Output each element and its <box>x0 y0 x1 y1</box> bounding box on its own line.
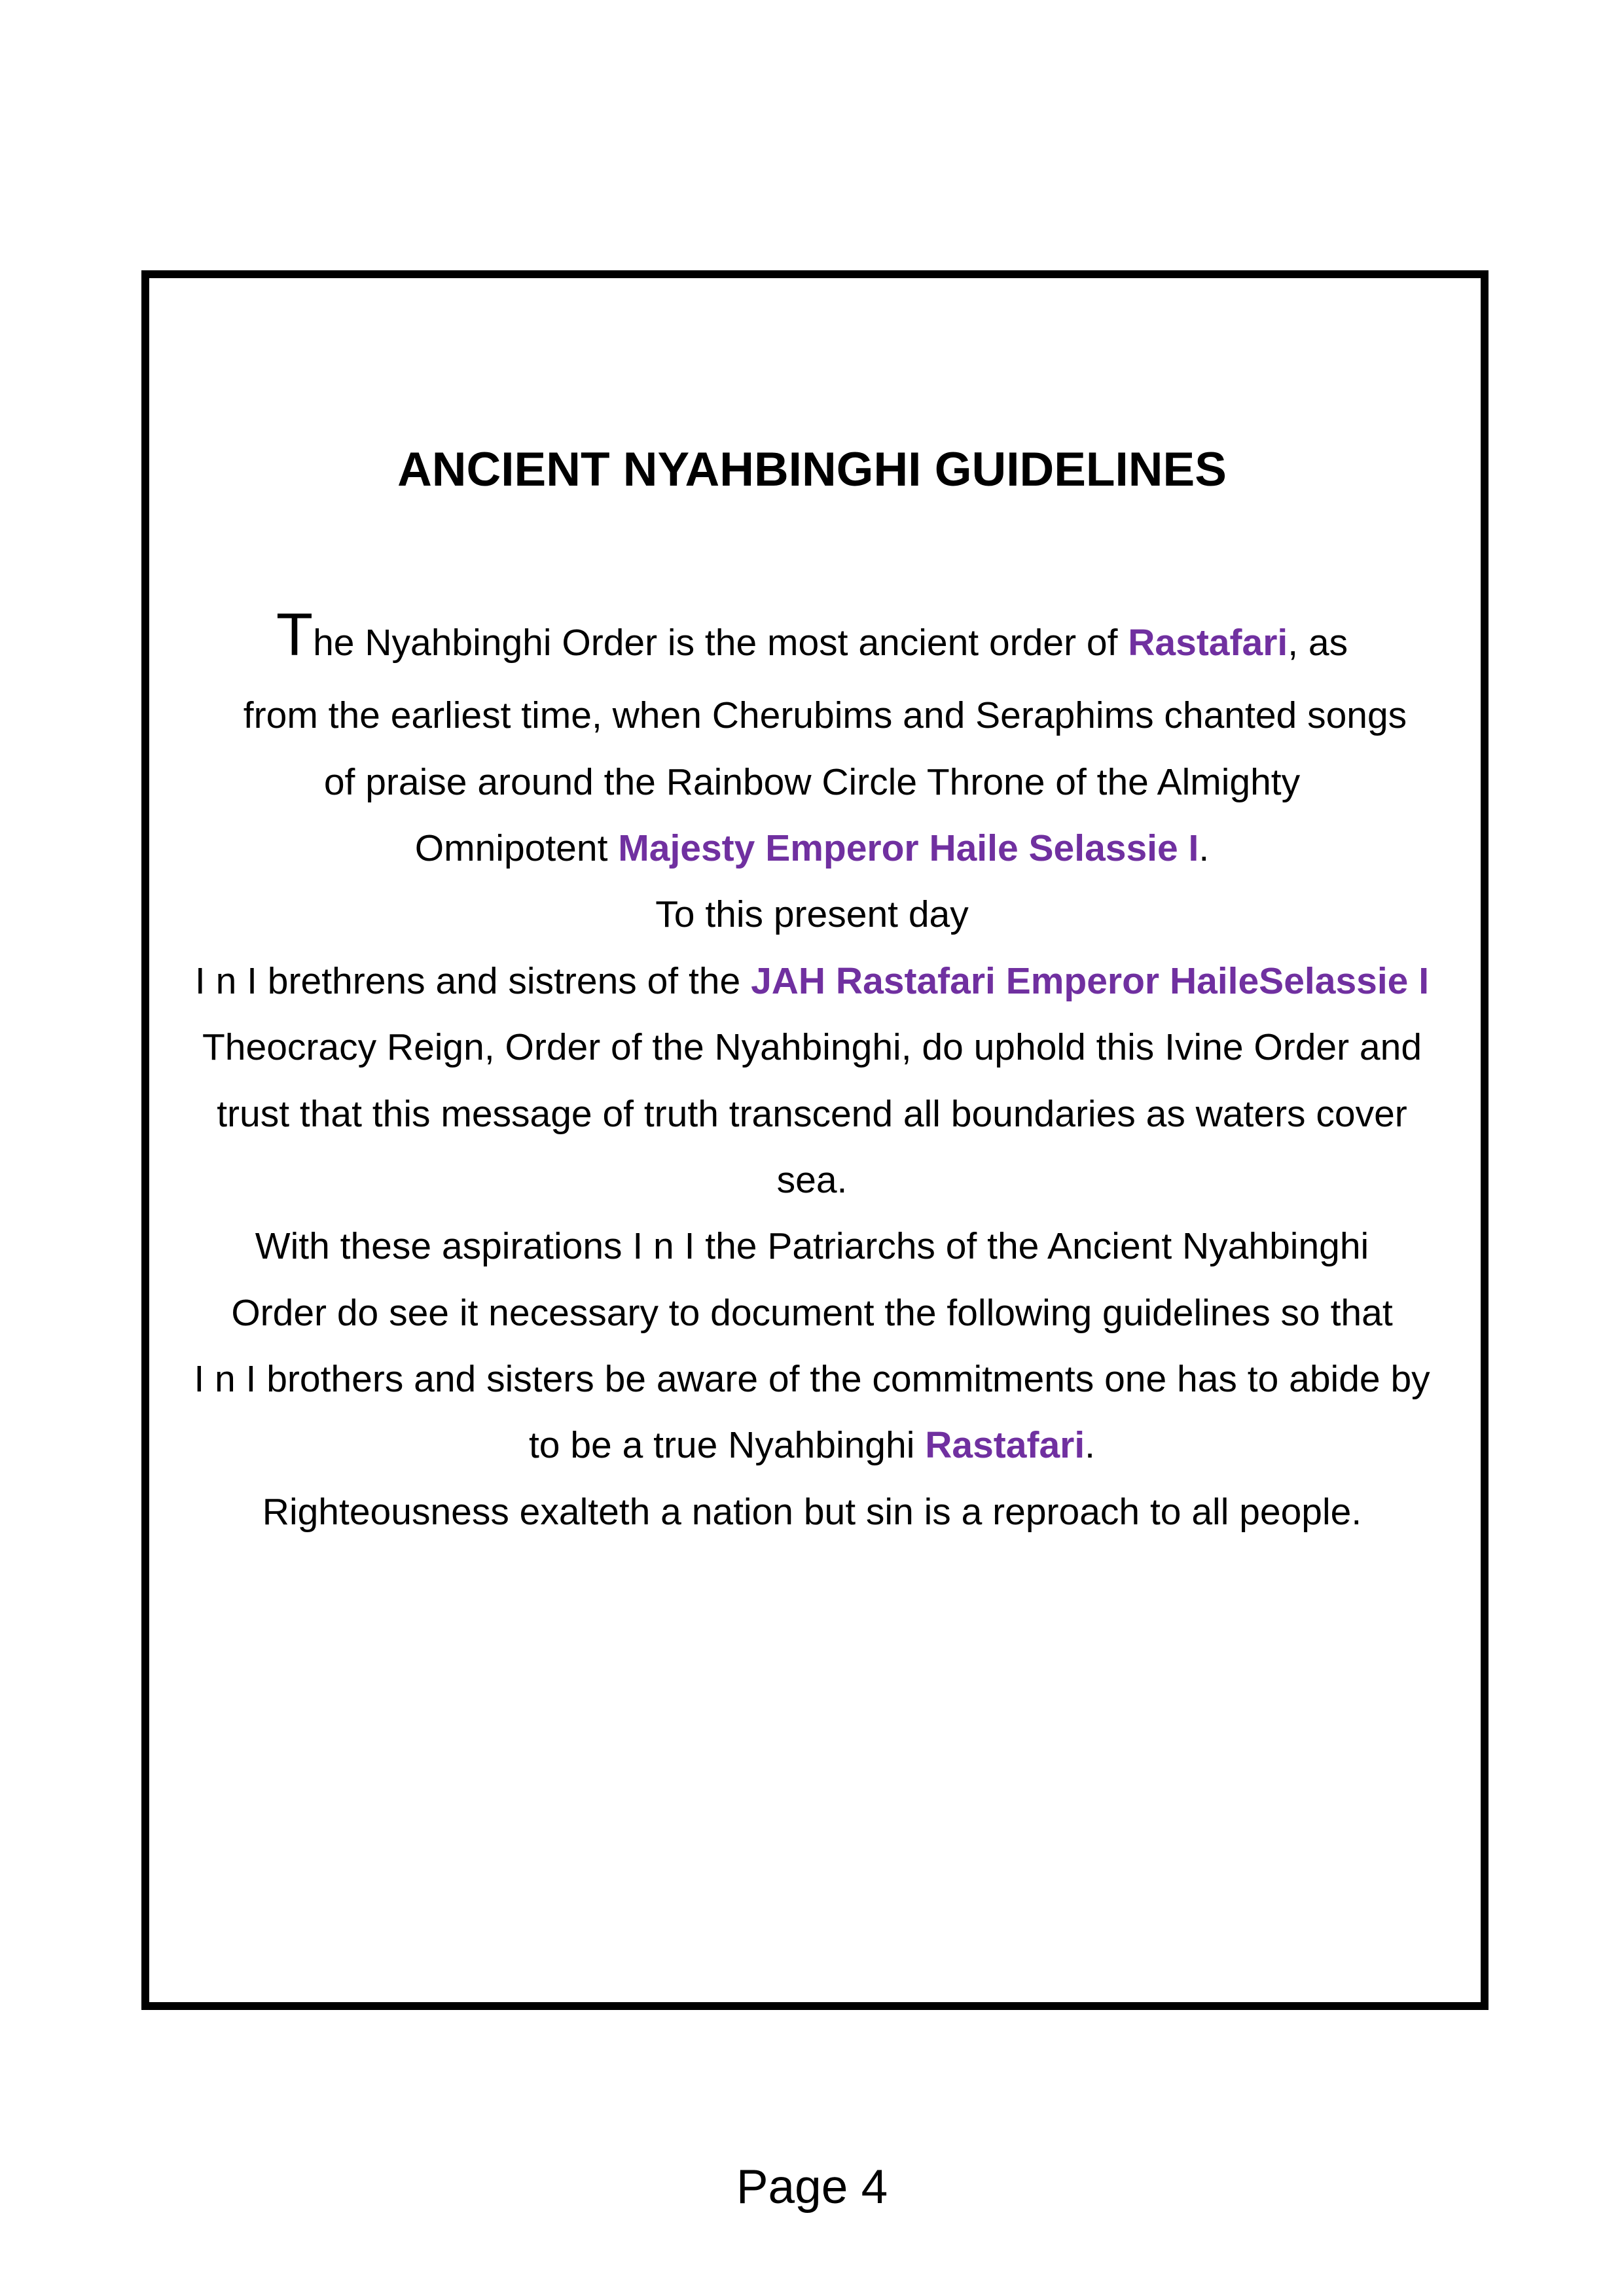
body-text: Order do see it necessary to document the following guidelines so that <box>231 1292 1393 1334</box>
body-text: Righteousness exalteth a nation but sin is a reproach to all people. <box>262 1491 1362 1533</box>
body-text: With these aspirations I n I the Patriarchs of the Ancient Nyahbinghi <box>255 1225 1369 1267</box>
body-line-9 <box>0 1158 1624 1202</box>
body-text: I n I brothers and sisters be aware of the commitments one has to abide by <box>194 1358 1430 1400</box>
body-line-7 <box>0 1026 1624 1069</box>
body-line-3 <box>0 761 1624 804</box>
body-text: he Nyahbinghi Order is the most ancient order of <box>313 622 1128 664</box>
body-line-5 <box>0 893 1624 936</box>
body-line-11 <box>0 1291 1624 1335</box>
body-text: To this present day <box>655 893 969 935</box>
page-number: Page 4 <box>736 2161 888 2214</box>
body-line-10 <box>0 1225 1624 1268</box>
body-line-4 <box>0 827 1624 870</box>
body-text: of praise around the Rainbow Circle Throne of the Almighty <box>323 761 1301 803</box>
body-text: . <box>1085 1424 1096 1466</box>
page-border-frame <box>141 270 1489 2010</box>
body-text: from the earliest time, when Cherubims and Seraphims chanted songs <box>243 694 1407 736</box>
body-text: Theocracy Reign, Order of the Nyahbinghi, do uphold this Ivine Order and <box>202 1026 1422 1068</box>
highlight-majesty: Majesty Emperor Haile Selassie I <box>618 827 1199 869</box>
body-line-2 <box>13 694 1624 737</box>
highlight-rastafari: Rastafari <box>925 1424 1085 1466</box>
document-title: ANCIENT NYAHBINGHI GUIDELINES <box>397 443 1227 496</box>
drop-cap: T <box>276 601 314 668</box>
highlight-rastafari: Rastafari <box>1128 622 1288 664</box>
body-text: sea. <box>776 1159 848 1201</box>
body-text: Omnipotent <box>414 827 619 869</box>
body-line-12 <box>0 1357 1624 1401</box>
body-line-6 <box>0 960 1624 1003</box>
body-line-14 <box>0 1490 1624 1534</box>
body-text: , as <box>1288 622 1348 664</box>
highlight-jah-rastafari: JAH Rastafari Emperor HaileSelassie I <box>751 960 1430 1002</box>
body-line-1 <box>0 601 1624 668</box>
body-line-8 <box>0 1092 1624 1136</box>
body-text: . <box>1199 827 1210 869</box>
body-text: to be a true Nyahbinghi <box>528 1424 926 1466</box>
body-line-13 <box>0 1424 1624 1467</box>
body-text: trust that this message of truth transcend all boundaries as waters cover <box>217 1093 1407 1135</box>
body-text: I n I brethrens and sistrens of the <box>194 960 751 1002</box>
